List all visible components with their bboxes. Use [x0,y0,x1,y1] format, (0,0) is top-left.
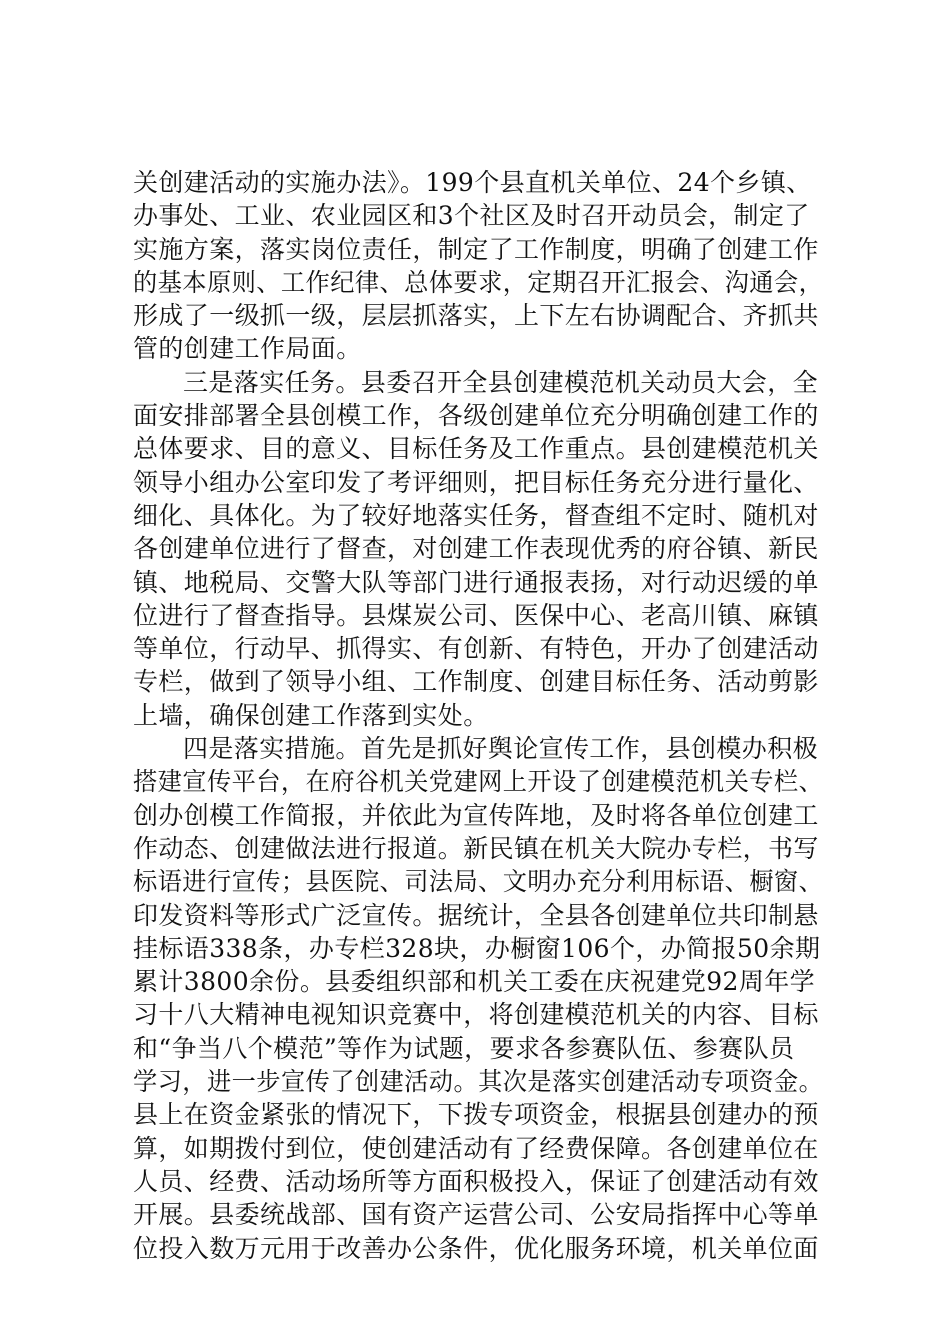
text-line: 领导小组办公室印发了考评细则，把目标任务充分进行量化、 [133,467,819,497]
text-line: 算，如期拨付到位，使创建活动有了经费保障。各创建单位在 [133,1133,819,1163]
text-line: 累计3800余份。县委组织部和机关工委在庆祝建党92周年学 [133,967,816,997]
text-line: 三是落实任务。县委召开全县创建模范机关动员大会，全 [183,367,819,397]
body-text [133,166,823,1265]
text-line: 管的创建工作局面。 [133,334,362,364]
text-line: 位投入数万元用于改善办公条件，优化服务环境，机关单位面 [133,1233,819,1263]
text-line: 四是落实措施。首先是抓好舆论宣传工作，县创模办积极 [183,734,819,764]
text-line: 细化、具体化。为了较好地落实任务，督查组不定时、随机对 [133,500,819,530]
text-line: 专栏，做到了领导小组、工作制度、创建目标任务、活动剪影 [133,667,819,697]
text-line: 创办创模工作简报，并依此为宣传阵地，及时将各单位创建工 [133,800,819,830]
text-line: 开展。县委统战部、国有资产运营公司、公安局指挥中心等单 [133,1200,819,1230]
text-line: 面安排部署全县创模工作，各级创建单位充分明确创建工作的 [133,401,819,431]
text-line: 标语进行宣传；县医院、司法局、文明办充分利用标语、橱窗、 [133,867,824,897]
text-line: 办事处、工业、农业园区和3个社区及时召开动员会，制定了 [133,201,810,231]
text-line: 印发资料等形式广泛宣传。据统计，全县各创建单位共印制悬 [133,900,819,930]
text-line: 搭建宣传平台，在府谷机关党建网上开设了创建模范机关专栏、 [133,767,824,797]
text-line: 镇、地税局、交警大队等部门进行通报表扬，对行动迟缓的单 [133,567,819,597]
text-line: 位进行了督查指导。县煤炭公司、医保中心、老高川镇、麻镇 [133,600,819,630]
text-line: 的基本原则、工作纪律、总体要求，定期召开汇报会、沟通会， [133,267,824,297]
text-line: 人员、经费、活动场所等方面积极投入，保证了创建活动有效 [133,1166,819,1196]
text-line: 等单位，行动早、抓得实、有创新、有特色，开办了创建活动 [133,634,819,664]
text-line: 县上在资金紧张的情况下，下拨专项资金，根据县创建办的预 [133,1100,819,1130]
text-line: 学习，进一步宣传了创建活动。其次是落实创建活动专项资金。 [133,1067,824,1097]
text-line: 各创建单位进行了督查，对创建工作表现优秀的府谷镇、新民 [133,534,819,564]
text-line: 挂标语338条，办专栏328块，办橱窗106个，办简报50余期 [133,933,821,963]
text-line: 作动态、创建做法进行报道。新民镇在机关大院办专栏，书写 [133,833,819,863]
text-line: 关创建活动的实施办法》。199个县直机关单位、24个乡镇、 [133,168,812,197]
text-line: 习十八大精神电视知识竞赛中，将创建模范机关的内容、目标 [133,1000,819,1030]
text-line: 上墙，确保创建工作落到实处。 [133,700,489,730]
text-line: 和“争当八个模范”等作为试题，要求各参赛队伍、参赛队员 [133,1033,795,1063]
text-line: 实施方案，落实岗位责任，制定了工作制度，明确了创建工作 [133,234,819,264]
text-line: 形成了一级抓一级，层层抓落实，上下左右协调配合、齐抓共 [133,301,819,331]
text-line: 总体要求、目的意义、目标任务及工作重点。县创建模范机关 [133,434,819,464]
